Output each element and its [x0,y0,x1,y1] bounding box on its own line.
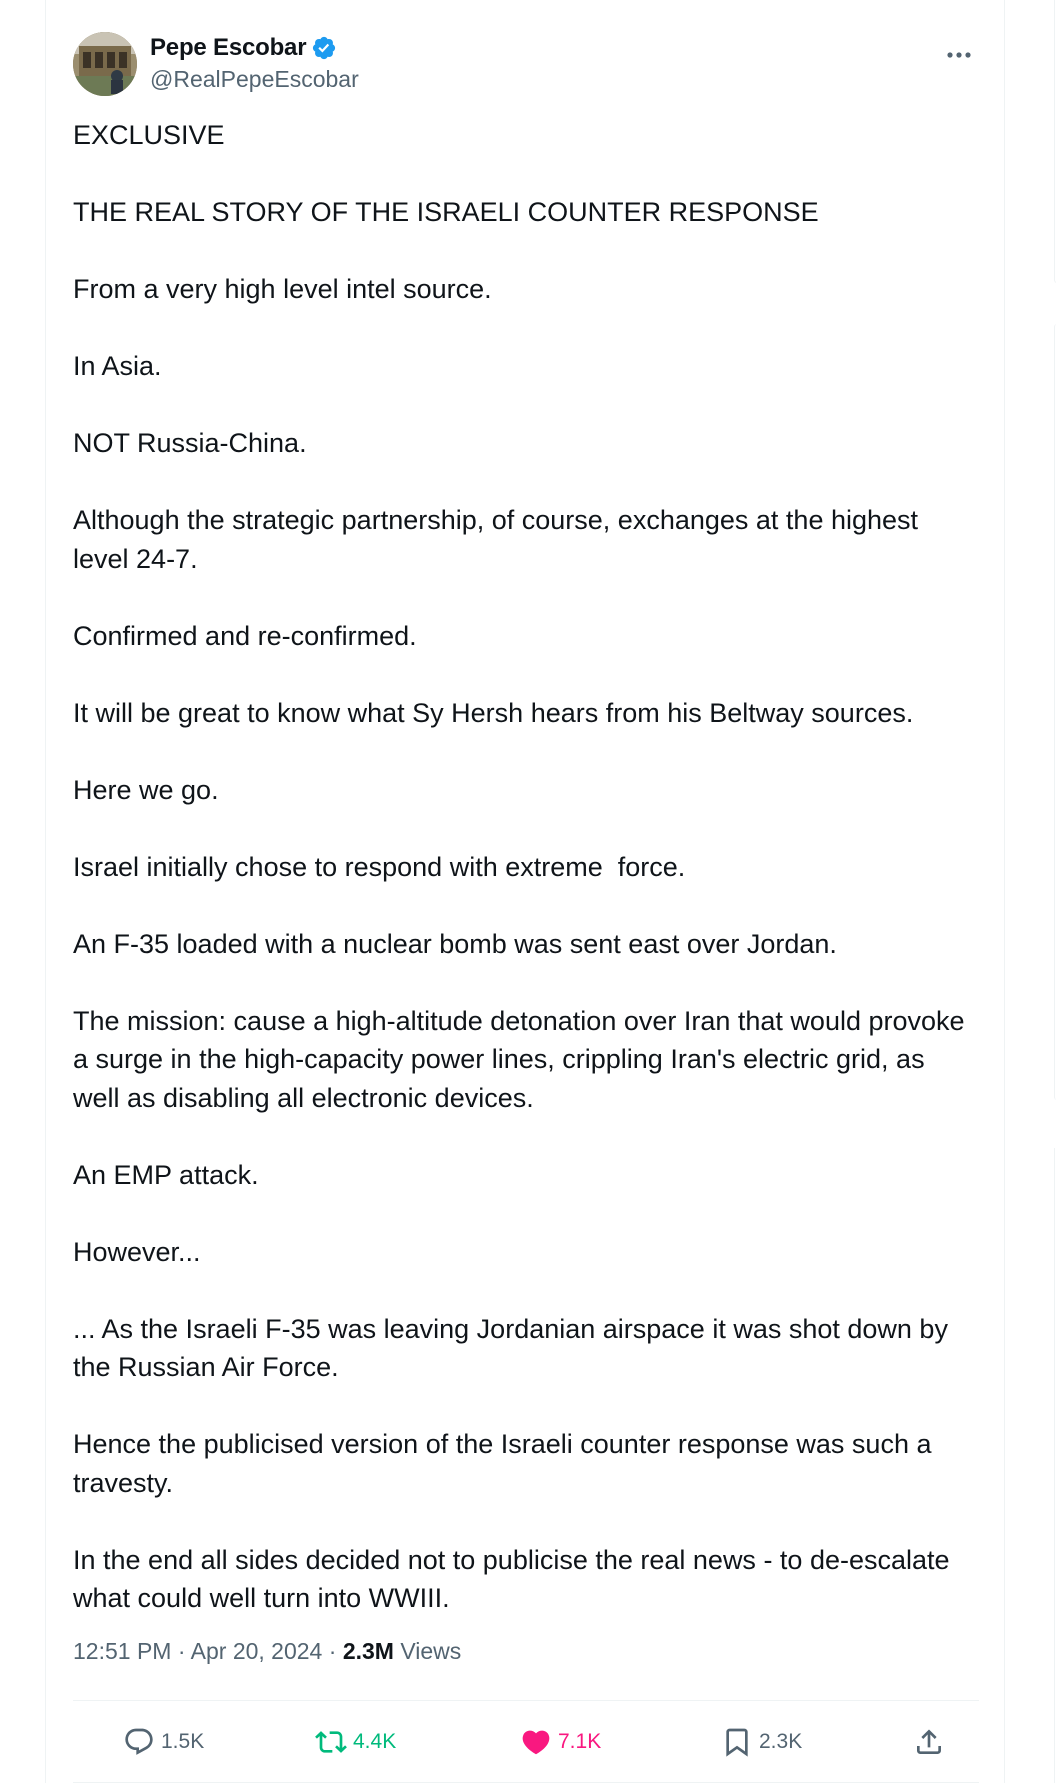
reply-icon [123,1726,155,1758]
bookmark-button[interactable] [721,1720,802,1764]
views-label: Views [400,1638,462,1664]
tweet-paragraph: NOT Russia-China. [73,428,307,458]
retweet-button[interactable] [315,1720,396,1764]
tweet-metadata [73,1638,461,1665]
tweet-paragraph: ... As the Israeli F-35 was leaving Jordanian airspace it was shot down by the Russian Air Force. [73,1313,956,1382]
tweet-paragraph: From a very high level intel source. [73,274,492,304]
author-handle[interactable]: @RealPepeEscobar [150,66,359,92]
verified-badge-icon[interactable] [311,35,337,61]
tweet-paragraph: Israel initially chose to respond with extreme force. [73,851,686,882]
divider [73,1700,979,1701]
tweet-card [45,0,1005,1783]
author-name[interactable]: Pepe Escobar [150,34,307,61]
retweet-count: 4.4K [353,1730,397,1753]
tweet-paragraph: Hence the publicised version of the Israeli counter response was such a travesty. [73,1429,939,1498]
tweet-paragraph: EXCLUSIVE [73,120,225,150]
tweet-text [73,116,973,1618]
views-count[interactable]: 2.3M [342,1638,394,1664]
like-count: 7.1K [558,1730,602,1753]
reply-button[interactable] [123,1720,204,1764]
tweet-header [73,30,979,96]
heart-icon [520,1726,552,1758]
bookmark-icon [721,1726,753,1758]
like-button[interactable] [520,1720,601,1764]
bookmark-count: 2.3K [759,1730,803,1753]
tweet-paragraph: In the end all sides decided not to publicise the real news - to de-escalate what could well turn into WWIII. [73,1544,958,1613]
tweet-paragraph: Confirmed and re-confirmed. [73,620,417,651]
tweet-paragraph: An EMP attack. [73,1159,259,1190]
tweet-paragraph: It will be great to know what Sy Hersh hears from his Beltway sources. [73,697,914,728]
meta-separator: · [177,1638,186,1664]
retweet-icon [315,1726,347,1758]
tweet-paragraph: Although the strategic partnership, of course, exchanges at the highest level 24-7. [73,505,926,574]
avatar-image [73,32,137,96]
share-button[interactable] [913,1720,951,1764]
tweet-paragraph: However... [73,1236,201,1267]
reply-count: 1.5K [161,1730,205,1753]
tweet-paragraph: Here we go. [73,774,219,805]
tweet-paragraph: An F-35 loaded with a nuclear bomb was sent east over Jordan. [73,928,837,959]
tweet-date[interactable]: Apr 20, 2024 [190,1638,323,1664]
more-options-icon[interactable] [939,40,979,70]
tweet-time[interactable]: 12:51 PM [73,1638,172,1664]
action-bar [73,1720,979,1764]
share-icon [913,1726,945,1758]
tweet-paragraph: In Asia. [73,351,162,381]
tweet-paragraph: THE REAL STORY OF THE ISRAELI COUNTER RESPONSE [73,197,819,227]
tweet-paragraph: The mission: cause a high-altitude detonation over Iran that would provoke a surge in the high-capacity power lines, crippling Iran's electric grid, as well as disabling all electronic devices. [73,1005,973,1113]
author-name-row [150,34,337,62]
meta-separator: · [328,1638,337,1664]
avatar[interactable] [73,32,137,96]
